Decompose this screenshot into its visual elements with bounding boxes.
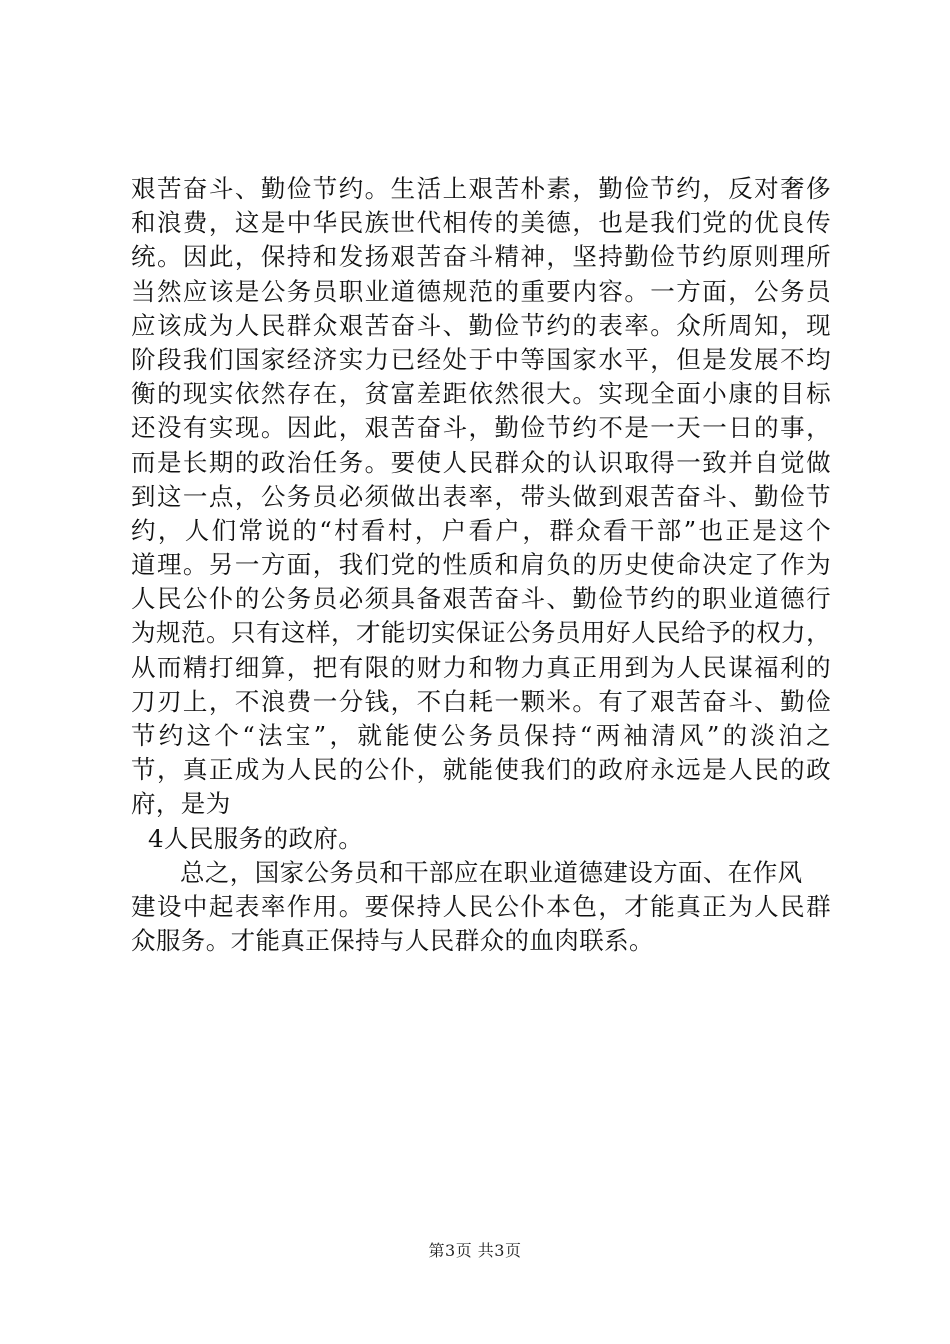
text-line: 应该成为人民群众艰苦奋斗、勤俭节约的表率。众所周知，现 [131, 310, 831, 340]
text-line: 衡的现实依然存在，贫富差距依然很大。实现全面小康的目标 [131, 379, 831, 409]
text-line: 刀刃上，不浪费一分钱，不白耗一颗米。有了艰苦奋斗、勤俭 [131, 686, 831, 716]
text-line: 从而精打细算，把有限的财力和物力真正用到为人民谋福利的 [131, 652, 831, 682]
text-line: 约，人们常说的“村看村，户看户，群众看干部”也正是这个 [131, 515, 831, 545]
text-line: 建设中起表率作用。要保持人民公仆本色，才能真正为人民群 [131, 891, 831, 921]
text-line: 阶段我们国家经济实力已经处于中等国家水平，但是发展不均 [131, 344, 831, 374]
text-line: 为规范。只有这样，才能切实保证公务员用好人民给予的权力， [131, 618, 831, 648]
text-line: 和浪费，这是中华民族世代相传的美德，也是我们党的优良传 [131, 208, 831, 238]
body-text [131, 172, 831, 958]
paragraph-first-line: 总之，国家公务员和干部应在职业道德建设方面、在作风 [180, 857, 803, 887]
text-line: 而是长期的政治任务。要使人民群众的认识取得一致并自觉做 [131, 447, 831, 477]
text-line: 府，是为 [131, 789, 231, 819]
text-line: 艰苦奋斗、勤俭节约。生活上艰苦朴素，勤俭节约，反对奢侈 [131, 174, 831, 203]
text-line: 当然应该是公务员职业道德规范的重要内容。一方面，公务员 [131, 276, 831, 306]
text-line: 节，真正成为人民的公仆，就能使我们的政府永远是人民的政 [131, 755, 831, 785]
text-line: 道理。另一方面，我们党的性质和肩负的历史使命决定了作为 [131, 550, 831, 580]
text-line: 统。因此，保持和发扬艰苦奋斗精神，坚持勤俭节约原则理所 [131, 242, 831, 272]
text-line: 人民公仆的公务员必须具备艰苦奋斗、勤俭节约的职业道德行 [131, 584, 831, 614]
text-line: 众服务。才能真正保持与人民群众的血肉联系。 [131, 926, 654, 956]
text-line: 节约这个“法宝”，就能使公务员保持“两袖清风”的淡泊之 [131, 721, 831, 750]
text-line: 4人民服务的政府。 [148, 823, 364, 853]
text-line: 到这一点，公务员必须做出表率，带头做到艰苦奋斗、勤俭节 [131, 481, 831, 511]
page-footer: 第3页 共3页 [428, 1241, 522, 1260]
text-line: 还没有实现。因此，艰苦奋斗，勤俭节约不是一天一日的事， [131, 413, 831, 443]
